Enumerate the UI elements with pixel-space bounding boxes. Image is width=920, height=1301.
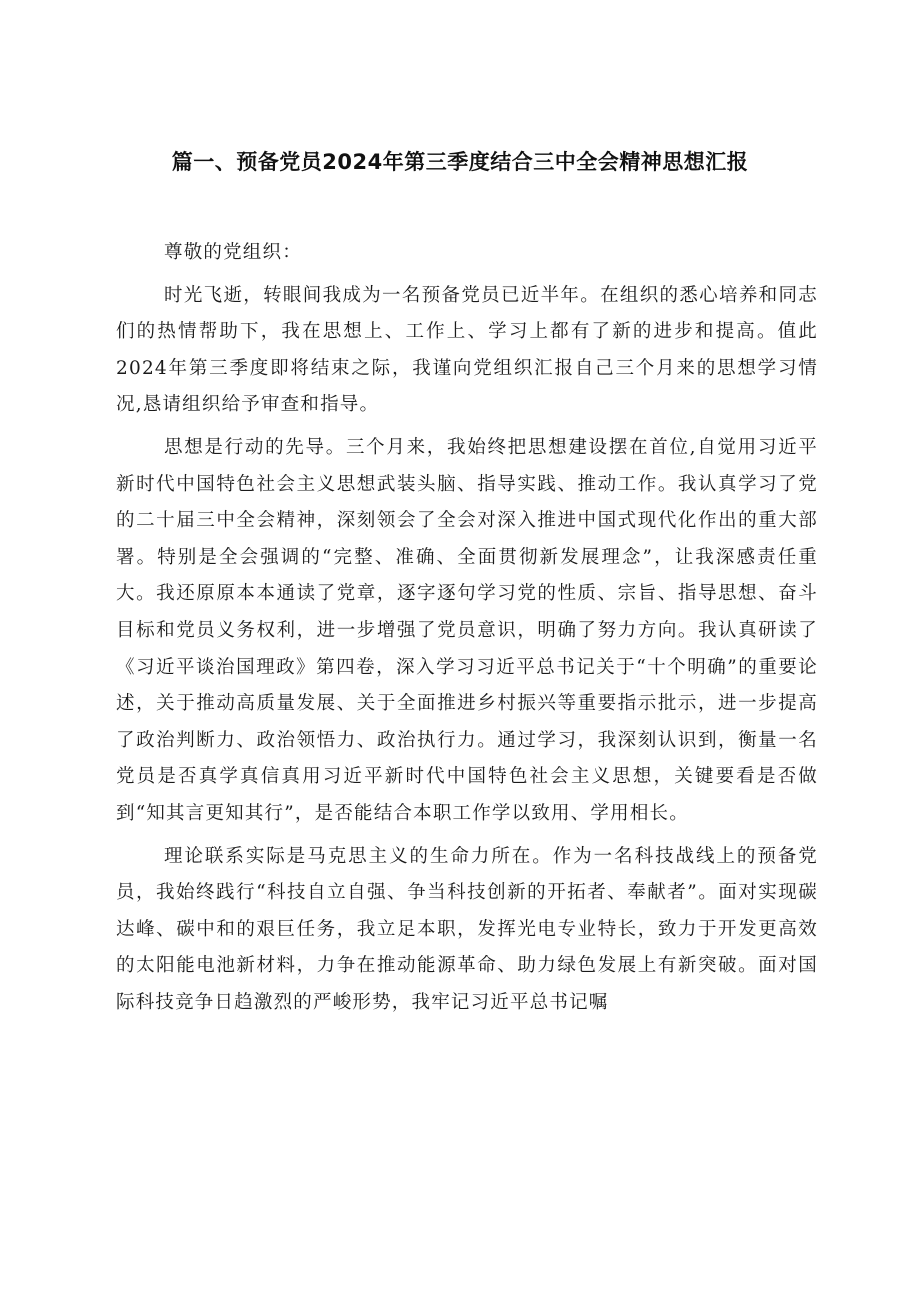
document-body [116,235,818,1027]
paragraph-1: 时光飞逝，转眼间我成为一名预备党员已近半年。在组织的悉心培养和同志们的热情帮助下，我在思想上、工作上、学习上都有了新的进步和提高。值此2024年第三季度即将结束之际，我谨向党组织汇报自己三个月来的思想学习情况,恳请组织给予审查和指导。 [116,284,818,416]
document-title: 篇一、预备党员2024年第三季度结合三中全会精神思想汇报 [171,150,749,174]
paragraph-2: 思想是行动的先导。三个月来，我始终把思想建设摆在首位,自觉用习近平新时代中国特色社会主义思想武装头脑、指导实践、推动工作。我认真学习了党的二十届三中全会精神，深刻领会了全会对深入推进中国式现代化作出的重大部署。特别是全会强调的“完整、准确、全面贯彻新发展理念”，让我深感责任重大。我还原原本本通读了党章，逐字逐句学习党的性质、宗旨、指导思想、奋斗目标和党员义务权利，进一步增强了党员意识，明确了努力方向。我认真研读了《习近平谈治国理政》第四卷，深入学习习近平总书记关于“十个明确”的重要论述，关于推动高质量发展、关于全面推进乡村振兴等重要指示批示，进一步提高了政治判断力、政治领悟力、政治执行力。通过学习，我深刻认识到，衡量一名党员是否真学真信真用习近平新时代中国特色社会主义思想，关键要看是否做到“知其言更知其行”，是否能结合本职工作学以致用、学用相长。 [116,436,818,824]
paragraph-3: 理论联系实际是马克思主义的生命力所在。作为一名科技战线上的预备党员，我始终践行“科技自立自强、争当科技创新的开拓者、奉献者”。面对实现碳达峰、碳中和的艰巨任务，我立足本职，发挥光电专业特长，致力于开发更高效的太阳能电池新材料，力争在推动能源革命、助力绿色发展上有新突破。面对国际科技竞争日趋激烈的严峻形势，我牢记习近平总书记嘱 [116,845,818,1013]
salutation: 尊敬的党组织： [164,242,302,263]
